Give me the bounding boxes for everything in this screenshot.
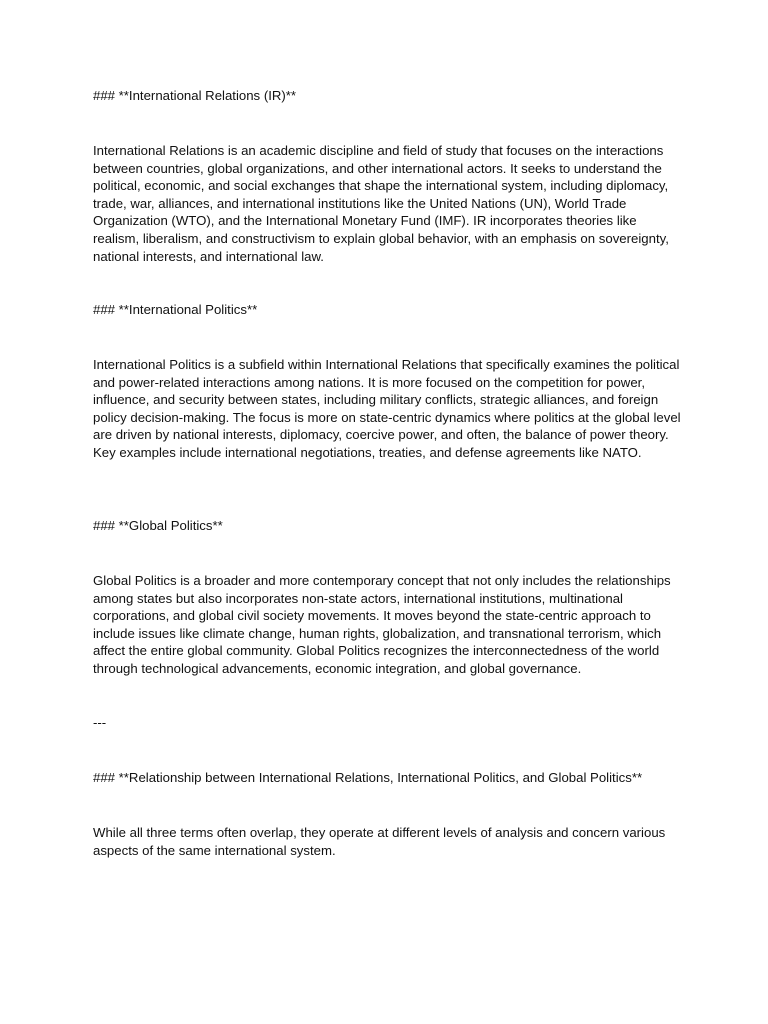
heading-international-politics: ### **International Politics**: [93, 302, 258, 317]
separator-line: ---: [93, 715, 107, 730]
heading-relationship: ### **Relationship between International Relations, International Politics, and Global Politics**: [93, 770, 643, 785]
paragraph-global-politics: Global Politics is a broader and more contemporary concept that not only includes the relationships among states but also incorporates non-state actors, international institutions, multinational corporations, and global civil society movements. It moves beyond the state-centric approach to include issues like climate change, human rights, globalization, and transnational terrorism, which affect the entire global community. Global Politics recognizes the interconnectedness of the world through technological advancements, economic integration, and global governance.: [93, 573, 671, 676]
heading-international-relations: ### **International Relations (IR)**: [93, 88, 297, 103]
heading-global-politics: ### **Global Politics**: [93, 518, 223, 533]
paragraph-international-politics: International Politics is a subfield within International Relations that specifically examines the political and power-related interactions among nations. It is more focused on the competition for power, influence, and security between states, including military conflicts, strategic alliances, and foreign policy decision-making. The focus is more on state-centric dynamics where politics at the global level are driven by national interests, diplomacy, coercive power, and often, the balance of power theory. Key examples include international negotiations, treaties, and defense agreements like NATO.: [93, 357, 681, 460]
paragraph-relationship: While all three terms often overlap, they operate at different levels of analysis and concern various aspects of the same international system.: [93, 825, 666, 858]
paragraph-international-relations: International Relations is an academic discipline and field of study that focuses on the interactions between countries, global organizations, and other international actors. It seeks to understand the political, economic, and social exchanges that shape the international system, including diplomacy, trade, war, alliances, and international institutions like the United Nations (UN), World Trade Organization (WTO), and the International Monetary Fund (IMF). IR incorporates theories like realism, liberalism, and constructivism to explain global behavior, with an emphasis on sovereignty, national interests, and international law.: [93, 143, 669, 264]
